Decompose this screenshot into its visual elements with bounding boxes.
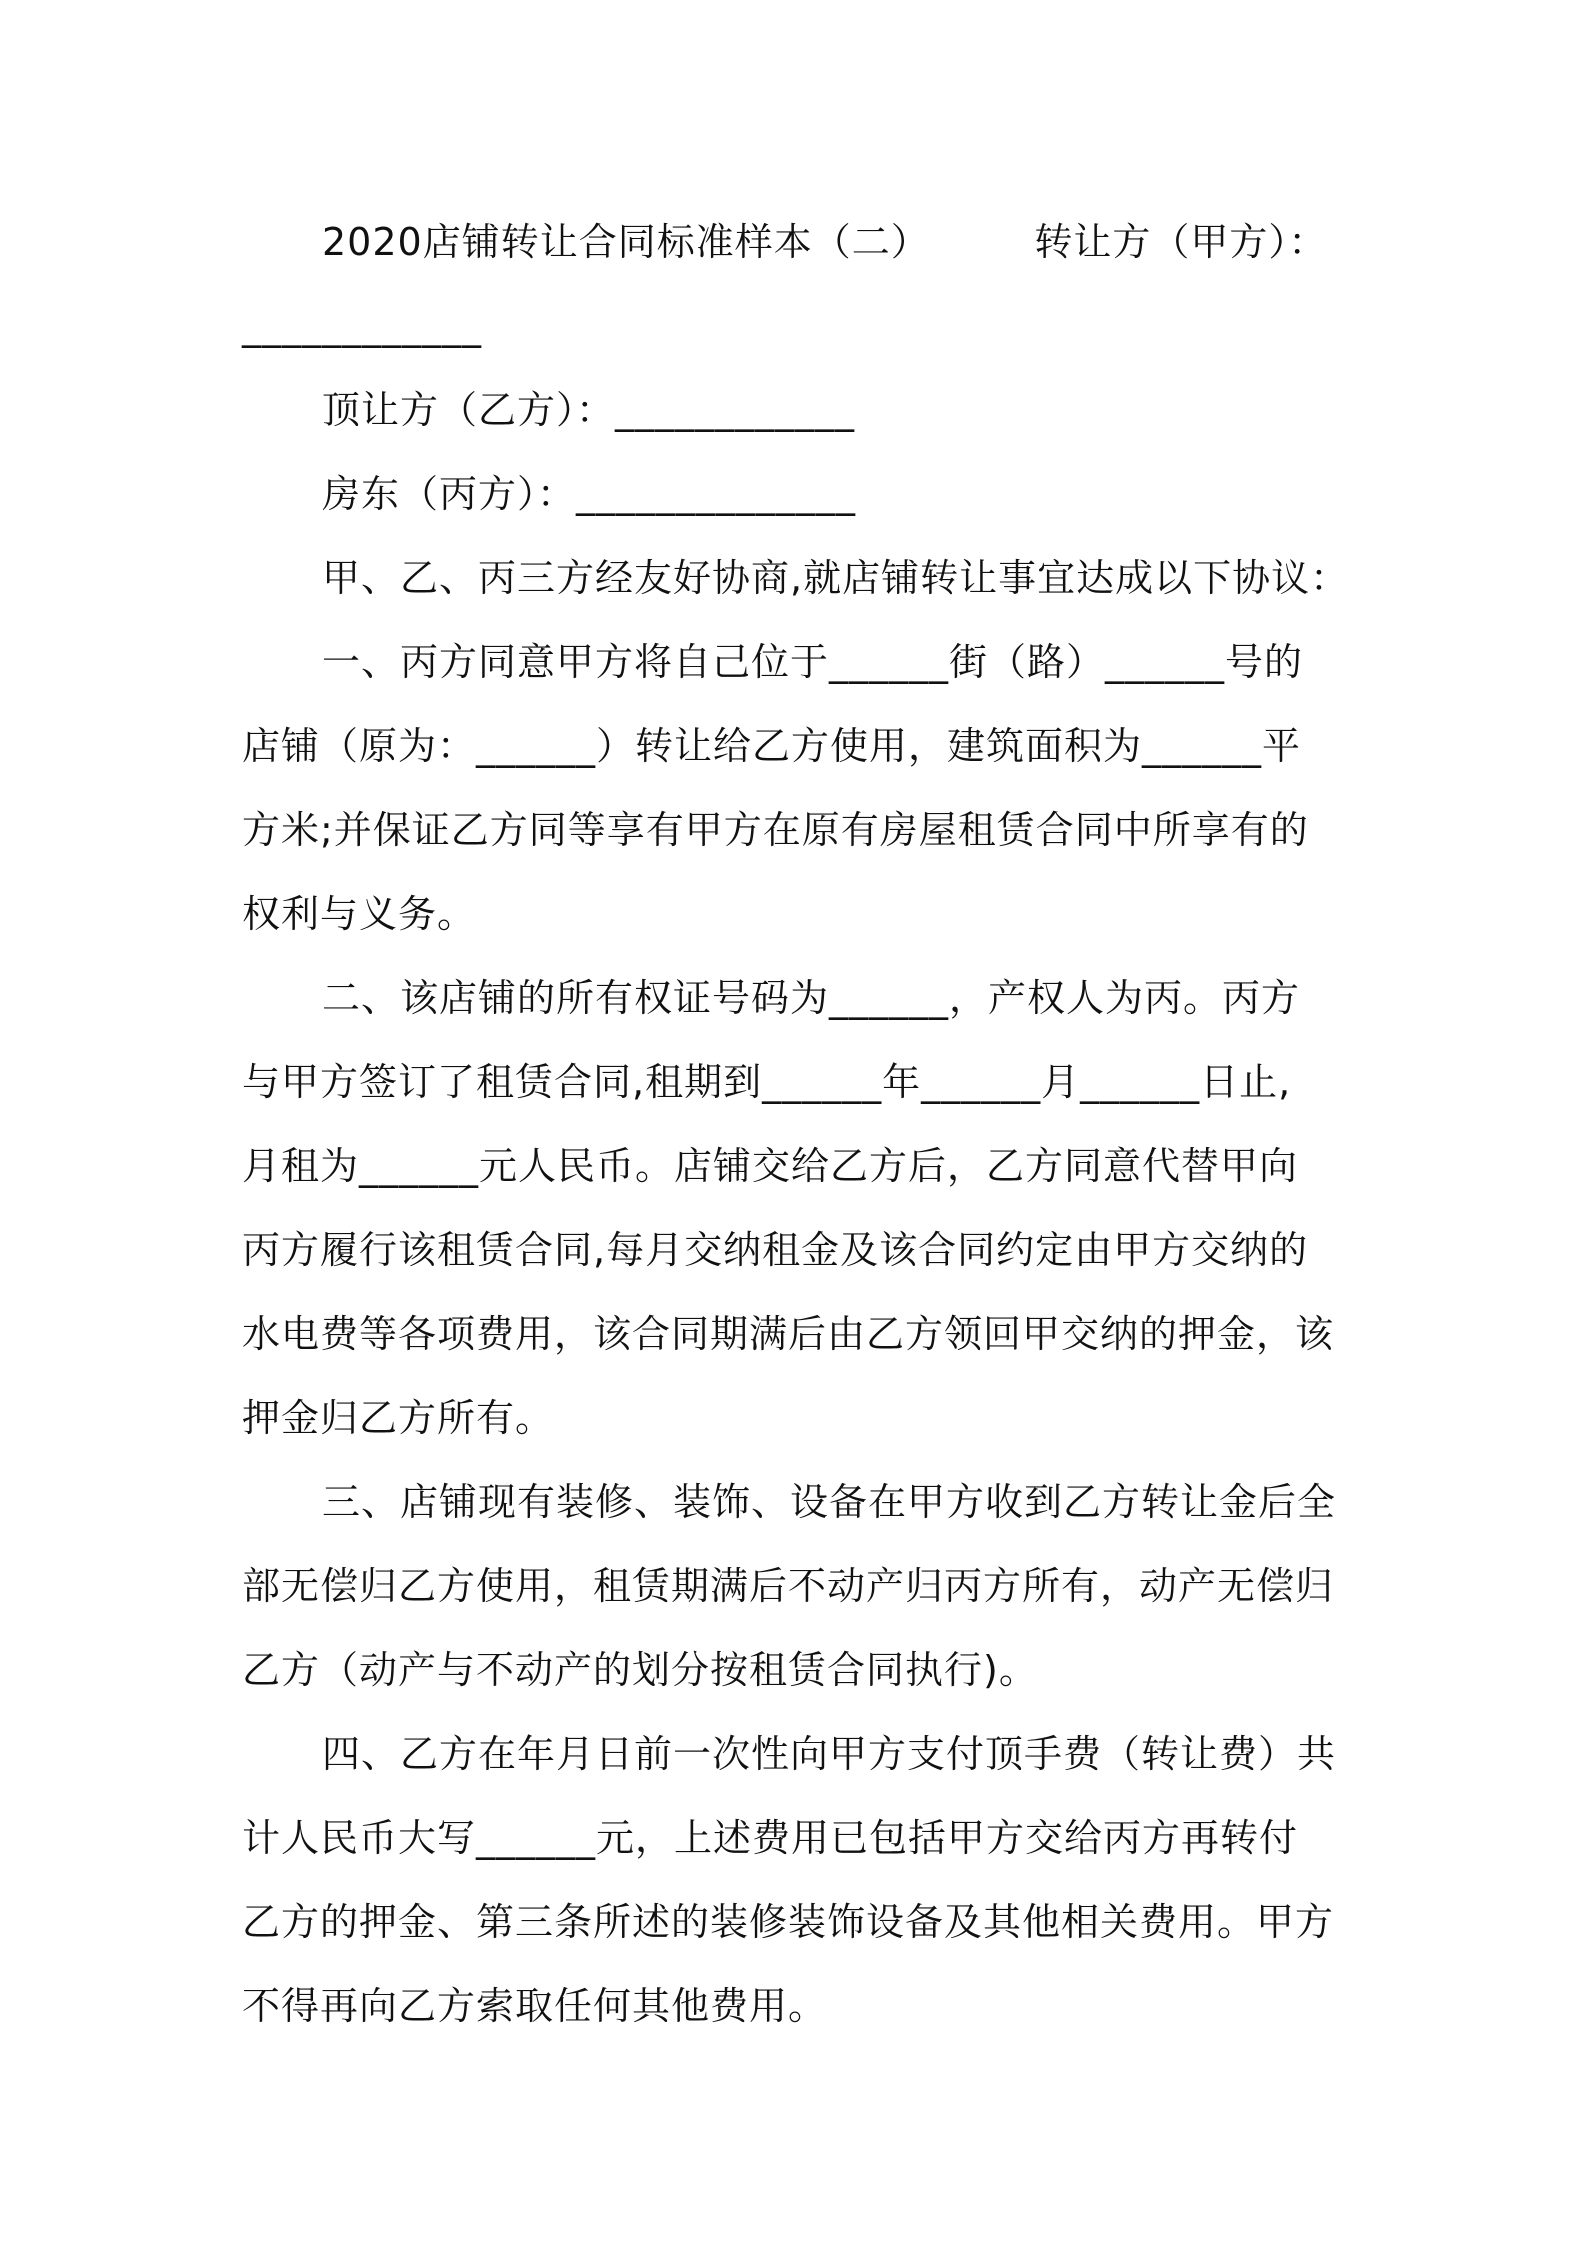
assignee-line: 顶让方（乙方）：____________ (322, 388, 856, 432)
clause-4-line: 计人民币大写______元，上述费用已包括甲方交给丙方再转付 (242, 1816, 1299, 1860)
clause-1-line: 一、丙方同意甲方将自己位于______街（路）______号的 (322, 640, 1304, 684)
clause-2-line: 丙方履行该租赁合同,每月交纳租金及该合同约定由甲方交纳的 (242, 1228, 1309, 1272)
clause-4-line: 不得再向乙方索取任何其他费用。 (242, 1984, 828, 2028)
clause-2-line: 水电费等各项费用，该合同期满后由乙方领回甲交纳的押金，该 (242, 1312, 1335, 1356)
clause-1 (242, 620, 1354, 956)
clause-2 (242, 956, 1354, 1460)
clause-1-line: 方米;并保证乙方同等享有甲方在原有房屋租赁合同中所享有的 (242, 808, 1309, 852)
intro-line: 甲、乙、丙三方经友好协商,就店铺转让事宜达成以下协议： (322, 556, 1350, 600)
landlord-line: 房东（丙方）：______________ (322, 472, 857, 516)
clause-1-line: 权利与义务。 (242, 892, 477, 936)
contract-body (242, 200, 1354, 2048)
clause-2-line: 二、该店铺的所有权证号码为______，产权人为丙。丙方 (322, 976, 1301, 1020)
clause-4-line: 四、乙方在年月日前一次性向甲方支付顶手费（转让费）共 (322, 1732, 1337, 1776)
clause-2-line: 与甲方签订了租赁合同,租期到______年______月______日止, (242, 1060, 1292, 1104)
transferor-blank: ____________ (242, 304, 482, 348)
title-line: 2020店铺转让合同标准样本（二） 转让方（甲方）： (322, 220, 1328, 264)
clause-2-line: 月租为______元人民币。店铺交给乙方后，乙方同意代替甲向 (242, 1144, 1299, 1188)
clause-4 (242, 1712, 1354, 2048)
clause-3-line: 乙方（动产与不动产的划分按租赁合同执行)。 (242, 1648, 1038, 1692)
clause-3 (242, 1460, 1354, 1712)
clause-3-line: 部无偿归乙方使用，租赁期满后不动产归丙方所有，动产无偿归 (242, 1564, 1335, 1608)
clause-4-line: 乙方的押金、第三条所述的装修装饰设备及其他相关费用。甲方 (242, 1900, 1335, 1944)
clause-3-line: 三、店铺现有装修、装饰、设备在甲方收到乙方转让金后全 (322, 1480, 1337, 1524)
clause-1-line: 店铺（原为：______）转让给乙方使用，建筑面积为______平 (242, 724, 1302, 768)
clause-2-line: 押金归乙方所有。 (242, 1396, 555, 1440)
